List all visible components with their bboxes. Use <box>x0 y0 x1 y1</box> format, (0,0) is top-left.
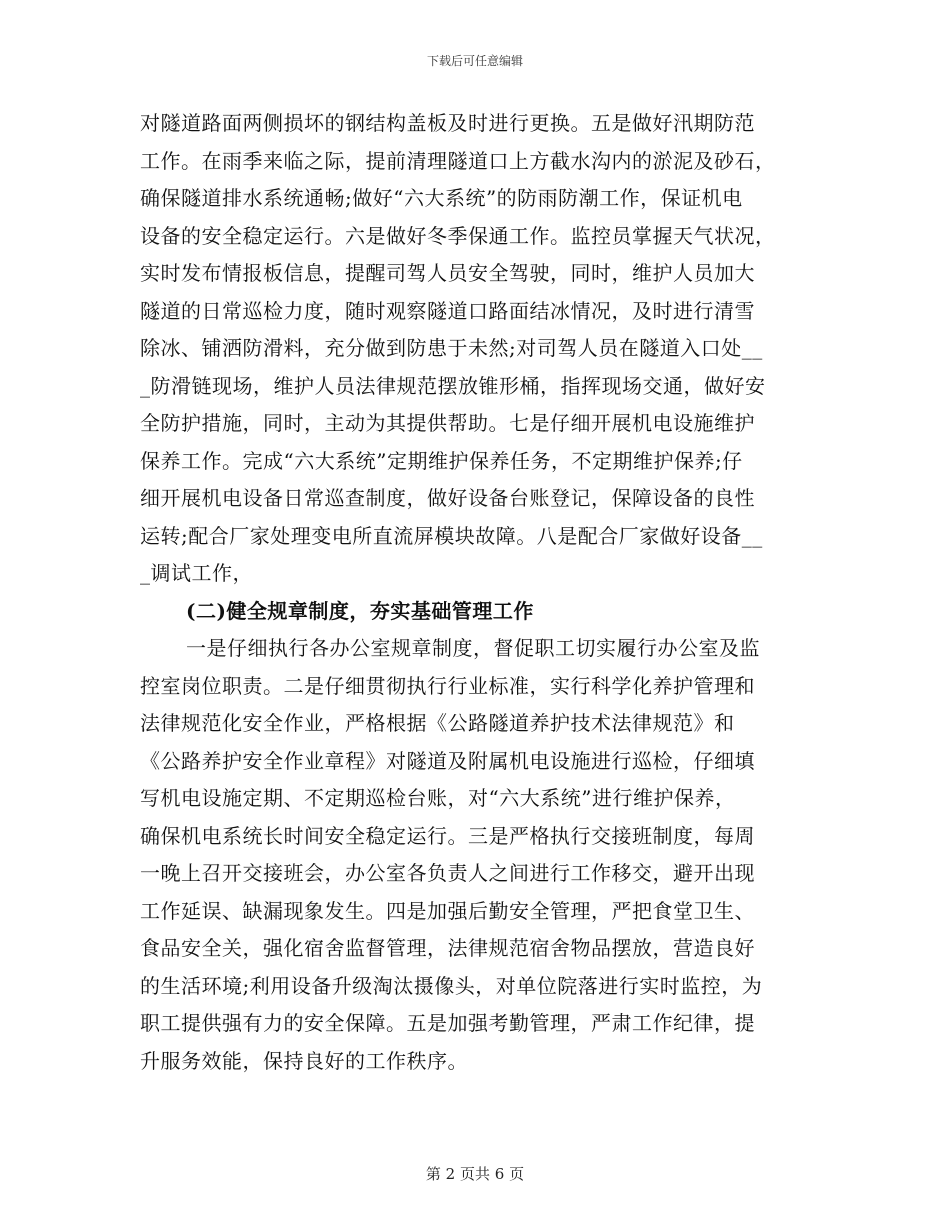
text-line: 确保机电系统长时间安全稳定运行。三是严格执行交接班制度，每周 <box>140 823 755 848</box>
text-line: 保养工作。完成“六大系统”定期维护保养任务，不定期维护保养;仔 <box>140 448 743 473</box>
text-line: 职工提供强有力的安全保障。五是加强考勤管理，严肃工作纪律，提 <box>140 1011 755 1035</box>
text-line: 食品安全关，强化宿舍监督管理，法律规范宿舍物品摆放，营造良好 <box>140 936 755 960</box>
text-line: 实时发布情报板信息，提醒司驾人员安全驾驶，同时，维护人员加大 <box>140 261 755 285</box>
text-line: 细开展机电设备日常巡查制度，做好设备台账登记，保障设备的良性 <box>140 486 755 510</box>
text-line: 隧道的日常巡检力度，随时观察隧道口路面结冰情况，及时进行清雪 <box>140 298 755 323</box>
text-line: 控室岗位职责。二是仔细贯彻执行行业标准，实行科学化养护管理和 <box>140 673 755 698</box>
text-line: _防滑链现场，维护人员法律规范摆放锥形桶，指挥现场交通，做好安 <box>140 373 766 398</box>
section-heading: (二)健全规章制度，夯实基础管理工作 <box>186 598 534 623</box>
text-line: 除冰、铺洒防滑料，充分做到防患于未然;对司驾人员在隧道入口处__ <box>140 336 763 360</box>
page-footer: 第 2 页共 6 页 <box>425 1165 525 1183</box>
page-header: 下载后可任意编辑 <box>426 54 523 68</box>
text-line: 设备的安全稳定运行。六是做好冬季保通工作。监控员掌握天气状况， <box>140 223 776 248</box>
text-line: 写机电设施定期、不定期巡检台账，对“六大系统”进行维护保养， <box>140 786 736 810</box>
text-line: 法律规范化安全作业，严格根据《公路隧道养护技术法律规范》和 <box>140 711 735 735</box>
text-line: _调试工作， <box>140 561 253 585</box>
text-line: 对隧道路面两侧损坏的钢结构盖板及时进行更换。五是做好汛期防范 <box>140 111 755 135</box>
text-line: 确保隧道排水系统通畅;做好“六大系统”的防雨防潮工作，保证机电 <box>140 186 743 210</box>
text-line: 全防护措施，同时，主动为其提供帮助。七是仔细开展机电设施维护 <box>140 411 755 435</box>
text-line: 一晚上召开交接班会，办公室各负责人之间进行工作移交，避开出现 <box>140 861 755 885</box>
text-line: 工作。在雨季来临之际，提前清理隧道口上方截水沟内的淤泥及砂石， <box>140 148 776 173</box>
text-line: 的生活环境;利用设备升级淘汰摄像头，对单位院落进行实时监控，为 <box>140 973 763 998</box>
text-line: 一是仔细执行各办公室规章制度，督促职工切实履行办公室及监 <box>186 636 760 660</box>
document-body <box>140 105 820 1080</box>
text-line: 《公路养护安全作业章程》对隧道及附属机电设施进行巡检，仔细填 <box>140 748 755 773</box>
text-line: 工作延误、缺漏现象发生。四是加强后勤安全管理，严把食堂卫生、 <box>140 898 755 923</box>
text-line: 升服务效能，保持良好的工作秩序。 <box>140 1048 468 1073</box>
text-line: 运转;配合厂家处理变电所直流屏模块故障。八是配合厂家做好设备__ <box>140 523 763 548</box>
